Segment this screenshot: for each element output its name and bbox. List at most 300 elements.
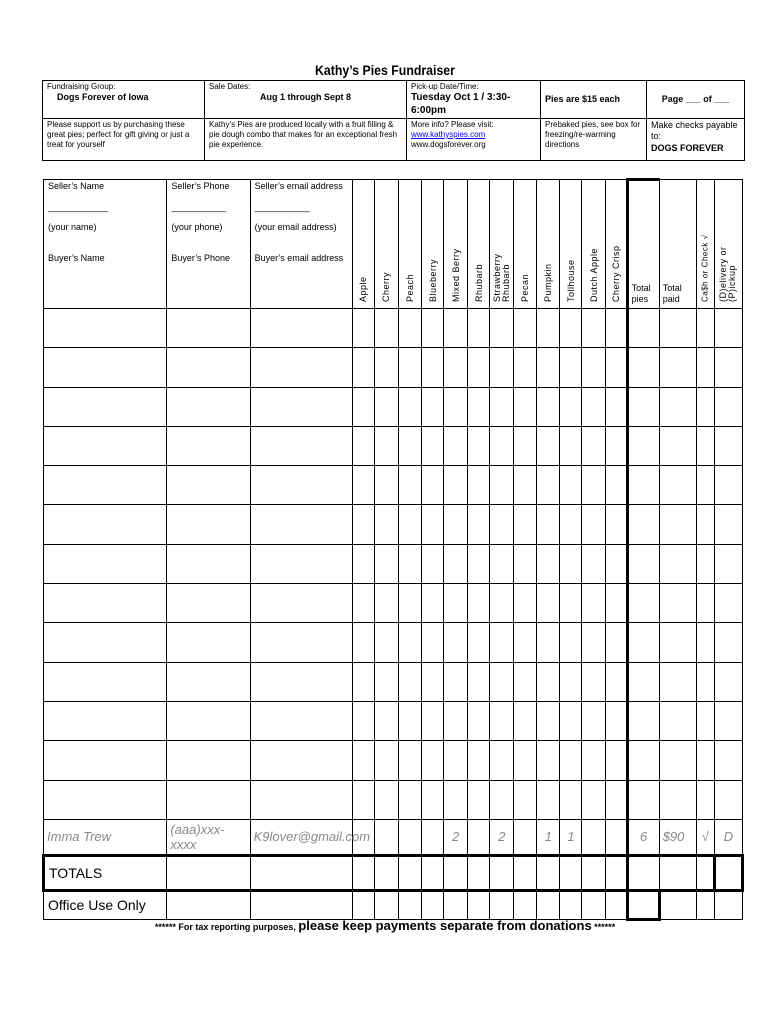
order-cell[interactable] <box>374 348 398 387</box>
order-cell[interactable] <box>398 780 421 819</box>
order-cell[interactable] <box>250 387 352 426</box>
order-cell[interactable] <box>537 348 560 387</box>
order-cell[interactable] <box>582 466 605 505</box>
order-cell[interactable] <box>696 584 714 623</box>
payment-header <box>696 180 714 309</box>
order-cell[interactable] <box>352 309 374 348</box>
totals-cell[interactable] <box>696 855 714 890</box>
office-cell <box>537 890 560 919</box>
order-cell[interactable] <box>422 623 444 662</box>
order-cell[interactable] <box>374 780 398 819</box>
order-cell[interactable] <box>444 584 468 623</box>
order-cell[interactable] <box>444 544 468 583</box>
order-cell[interactable] <box>44 309 167 348</box>
order-cell[interactable] <box>514 348 537 387</box>
order-cell[interactable] <box>714 348 742 387</box>
order-cell[interactable] <box>560 426 582 465</box>
order-cell[interactable] <box>659 544 696 583</box>
order-cell[interactable] <box>714 584 742 623</box>
order-cell[interactable] <box>659 780 696 819</box>
order-cell[interactable] <box>44 780 167 819</box>
cell-dutch-apple[interactable] <box>582 819 605 855</box>
order-cell[interactable] <box>422 780 444 819</box>
order-cell[interactable] <box>398 741 421 780</box>
order-cell[interactable] <box>514 426 537 465</box>
order-cell[interactable] <box>560 309 582 348</box>
order-cell[interactable] <box>582 662 605 701</box>
order-cell[interactable] <box>627 544 659 583</box>
order-cell[interactable] <box>582 741 605 780</box>
cell-pecan[interactable] <box>514 819 537 855</box>
order-cell[interactable] <box>167 505 250 544</box>
order-cell[interactable] <box>374 544 398 583</box>
order-cell[interactable] <box>659 426 696 465</box>
order-cell[interactable] <box>490 623 514 662</box>
order-cell[interactable] <box>605 623 627 662</box>
order-cell[interactable] <box>560 701 582 740</box>
totals-cell[interactable] <box>560 855 582 890</box>
order-cell[interactable] <box>560 348 582 387</box>
totals-cell[interactable] <box>537 855 560 890</box>
order-cell[interactable] <box>444 348 468 387</box>
example-buyer-email[interactable]: K9lover@gmail.com <box>250 819 352 855</box>
order-cell[interactable] <box>605 544 627 583</box>
order-cell[interactable] <box>444 741 468 780</box>
order-cell[interactable] <box>250 780 352 819</box>
order-cell[interactable] <box>374 466 398 505</box>
order-cell[interactable] <box>250 348 352 387</box>
order-cell[interactable] <box>582 584 605 623</box>
order-cell[interactable] <box>537 741 560 780</box>
order-cell[interactable] <box>582 780 605 819</box>
order-cell[interactable] <box>582 426 605 465</box>
totals-cell[interactable] <box>422 855 444 890</box>
order-cell[interactable] <box>714 426 742 465</box>
order-cell[interactable] <box>560 505 582 544</box>
cell-pumpkin[interactable]: 1 <box>537 819 560 855</box>
example-total-pies[interactable]: 6 <box>627 819 659 855</box>
order-cell[interactable] <box>398 505 421 544</box>
price-text: Pies are $15 each <box>545 93 621 104</box>
order-cell[interactable] <box>167 701 250 740</box>
order-cell[interactable] <box>627 662 659 701</box>
order-cell[interactable] <box>167 741 250 780</box>
order-cell[interactable] <box>605 426 627 465</box>
order-cell[interactable] <box>250 426 352 465</box>
order-cell[interactable] <box>659 623 696 662</box>
order-cell[interactable] <box>627 466 659 505</box>
delivery-header <box>714 180 742 309</box>
order-cell[interactable] <box>696 701 714 740</box>
order-cell[interactable] <box>714 623 742 662</box>
order-cell[interactable] <box>537 309 560 348</box>
order-cell[interactable] <box>659 505 696 544</box>
order-cell[interactable] <box>468 309 490 348</box>
order-cell[interactable] <box>490 348 514 387</box>
order-cell[interactable] <box>44 584 167 623</box>
order-cell[interactable] <box>537 623 560 662</box>
totals-cell[interactable] <box>468 855 490 890</box>
totals-cell[interactable] <box>659 855 696 890</box>
order-cell[interactable] <box>627 426 659 465</box>
order-cell[interactable] <box>714 544 742 583</box>
order-cell[interactable] <box>490 780 514 819</box>
order-cell[interactable] <box>422 741 444 780</box>
order-cell[interactable] <box>659 348 696 387</box>
price-cell <box>541 81 647 119</box>
example-buyer-phone[interactable]: (aaa)xxx-xxxx <box>167 819 250 855</box>
order-cell[interactable] <box>374 387 398 426</box>
order-cell[interactable] <box>398 309 421 348</box>
order-cell[interactable] <box>398 623 421 662</box>
order-cell[interactable] <box>167 387 250 426</box>
order-cell[interactable] <box>537 780 560 819</box>
order-cell[interactable] <box>422 584 444 623</box>
order-cell[interactable] <box>422 662 444 701</box>
order-cell[interactable] <box>44 544 167 583</box>
pie-label <box>493 253 511 302</box>
order-cell[interactable] <box>250 584 352 623</box>
order-cell[interactable] <box>582 348 605 387</box>
order-cell[interactable] <box>696 623 714 662</box>
order-cell[interactable] <box>659 662 696 701</box>
order-cell[interactable] <box>696 466 714 505</box>
order-cell[interactable] <box>250 309 352 348</box>
order-cell[interactable] <box>44 426 167 465</box>
order-cell[interactable] <box>167 780 250 819</box>
totals-cell[interactable] <box>250 855 352 890</box>
order-cell[interactable] <box>444 309 468 348</box>
order-cell[interactable] <box>560 741 582 780</box>
cell-cherry-crisp[interactable] <box>605 819 627 855</box>
order-cell[interactable] <box>714 662 742 701</box>
order-cell[interactable] <box>444 466 468 505</box>
order-cell[interactable] <box>714 505 742 544</box>
order-cell[interactable] <box>490 741 514 780</box>
order-cell[interactable] <box>250 662 352 701</box>
order-cell[interactable] <box>696 426 714 465</box>
cell-blueberry[interactable] <box>422 819 444 855</box>
order-cell[interactable] <box>352 584 374 623</box>
order-cell[interactable] <box>44 505 167 544</box>
order-cell[interactable] <box>627 741 659 780</box>
order-cell[interactable] <box>490 387 514 426</box>
order-cell[interactable] <box>352 426 374 465</box>
order-cell[interactable] <box>537 584 560 623</box>
order-cell[interactable] <box>514 584 537 623</box>
order-cell[interactable] <box>468 387 490 426</box>
order-cell[interactable] <box>537 544 560 583</box>
order-cell[interactable] <box>560 466 582 505</box>
order-cell[interactable] <box>422 348 444 387</box>
order-cell[interactable] <box>605 780 627 819</box>
order-cell[interactable] <box>659 584 696 623</box>
order-cell[interactable] <box>490 505 514 544</box>
order-cell[interactable] <box>605 662 627 701</box>
totals-cell[interactable] <box>490 855 514 890</box>
order-cell[interactable] <box>167 426 250 465</box>
order-cell[interactable] <box>659 387 696 426</box>
order-cell[interactable] <box>44 387 167 426</box>
order-cell[interactable] <box>537 387 560 426</box>
order-cell[interactable] <box>422 544 444 583</box>
order-cell[interactable] <box>167 466 250 505</box>
order-cell[interactable] <box>374 505 398 544</box>
totals-cell[interactable] <box>514 855 537 890</box>
fundraising-group-cell <box>43 81 205 119</box>
order-cell[interactable] <box>352 741 374 780</box>
order-cell[interactable] <box>398 544 421 583</box>
order-cell[interactable] <box>44 348 167 387</box>
seller-email-blank[interactable]: ___________ <box>254 202 310 212</box>
order-cell[interactable] <box>537 466 560 505</box>
order-cell[interactable] <box>582 387 605 426</box>
order-cell[interactable] <box>468 662 490 701</box>
order-cell[interactable] <box>514 505 537 544</box>
order-cell[interactable] <box>398 584 421 623</box>
order-cell[interactable] <box>582 623 605 662</box>
order-cell[interactable] <box>696 662 714 701</box>
totals-cell[interactable] <box>374 855 398 890</box>
order-cell[interactable] <box>696 348 714 387</box>
order-cell[interactable] <box>714 741 742 780</box>
order-cell[interactable] <box>444 662 468 701</box>
order-cell[interactable] <box>537 662 560 701</box>
order-cell[interactable] <box>374 701 398 740</box>
order-cell[interactable] <box>514 466 537 505</box>
order-row <box>44 623 743 662</box>
order-cell[interactable] <box>352 348 374 387</box>
totals-cell[interactable] <box>627 855 659 890</box>
order-cell[interactable] <box>514 623 537 662</box>
order-cell[interactable] <box>352 701 374 740</box>
order-cell[interactable] <box>696 309 714 348</box>
blank-rows <box>44 309 743 820</box>
order-cell[interactable] <box>44 466 167 505</box>
order-cell[interactable] <box>605 505 627 544</box>
order-cell[interactable] <box>696 741 714 780</box>
order-cell[interactable] <box>468 623 490 662</box>
example-buyer-name[interactable]: Imma Trew <box>44 819 167 855</box>
order-cell[interactable] <box>422 505 444 544</box>
order-cell[interactable] <box>514 741 537 780</box>
order-cell[interactable] <box>490 701 514 740</box>
order-cell[interactable] <box>374 741 398 780</box>
order-cell[interactable] <box>714 387 742 426</box>
order-cell[interactable] <box>44 662 167 701</box>
order-cell[interactable] <box>250 505 352 544</box>
order-cell[interactable] <box>627 780 659 819</box>
order-cell[interactable] <box>44 741 167 780</box>
seller-phone-blank[interactable]: ___________ <box>171 202 227 212</box>
order-cell[interactable] <box>605 309 627 348</box>
order-cell[interactable] <box>167 623 250 662</box>
order-cell[interactable] <box>514 309 537 348</box>
cell-rhubarb[interactable] <box>468 819 490 855</box>
order-cell[interactable] <box>560 780 582 819</box>
order-cell[interactable] <box>167 544 250 583</box>
totals-cell[interactable] <box>714 855 742 890</box>
order-cell[interactable] <box>468 505 490 544</box>
order-cell[interactable] <box>374 309 398 348</box>
order-cell[interactable] <box>514 662 537 701</box>
order-cell[interactable] <box>398 426 421 465</box>
order-cell[interactable] <box>250 741 352 780</box>
order-cell[interactable] <box>627 505 659 544</box>
order-cell[interactable] <box>468 701 490 740</box>
example-payment[interactable]: √ <box>696 819 714 855</box>
order-cell[interactable] <box>605 466 627 505</box>
order-cell[interactable] <box>250 701 352 740</box>
order-cell[interactable] <box>490 544 514 583</box>
pie-label: Cherry Crisp <box>610 245 621 302</box>
order-cell[interactable] <box>422 466 444 505</box>
order-cell[interactable] <box>627 584 659 623</box>
order-cell[interactable] <box>250 544 352 583</box>
order-cell[interactable] <box>537 701 560 740</box>
order-cell[interactable] <box>560 584 582 623</box>
pie-header-pumpkin <box>537 180 560 309</box>
order-cell[interactable] <box>605 741 627 780</box>
cell-peach[interactable] <box>398 819 421 855</box>
order-cell[interactable] <box>582 701 605 740</box>
order-cell[interactable] <box>560 623 582 662</box>
order-cell[interactable] <box>352 505 374 544</box>
order-cell[interactable] <box>537 505 560 544</box>
order-cell[interactable] <box>714 780 742 819</box>
order-cell[interactable] <box>374 426 398 465</box>
totals-cell[interactable] <box>605 855 627 890</box>
order-cell[interactable] <box>374 584 398 623</box>
cell-tollhouse[interactable]: 1 <box>560 819 582 855</box>
order-cell[interactable] <box>560 544 582 583</box>
order-cell[interactable] <box>537 426 560 465</box>
order-cell[interactable] <box>374 662 398 701</box>
order-cell[interactable] <box>627 701 659 740</box>
order-cell[interactable] <box>582 309 605 348</box>
order-cell[interactable] <box>714 701 742 740</box>
order-cell[interactable] <box>422 387 444 426</box>
order-cell[interactable] <box>514 387 537 426</box>
totals-cell[interactable] <box>582 855 605 890</box>
order-cell[interactable] <box>468 348 490 387</box>
seller-name-blank[interactable]: ____________ <box>48 202 109 212</box>
order-cell[interactable] <box>250 466 352 505</box>
order-cell[interactable] <box>167 662 250 701</box>
order-cell[interactable] <box>659 741 696 780</box>
order-cell[interactable] <box>468 741 490 780</box>
order-cell[interactable] <box>398 701 421 740</box>
order-cell[interactable] <box>490 662 514 701</box>
order-cell[interactable] <box>627 623 659 662</box>
order-cell[interactable] <box>582 505 605 544</box>
order-cell[interactable] <box>250 623 352 662</box>
order-cell[interactable] <box>167 309 250 348</box>
order-cell[interactable] <box>44 701 167 740</box>
totals-cell[interactable] <box>352 855 374 890</box>
order-cell[interactable] <box>374 623 398 662</box>
order-cell[interactable] <box>696 780 714 819</box>
cell-mixed-berry[interactable]: 2 <box>444 819 468 855</box>
totals-cell[interactable] <box>444 855 468 890</box>
order-cell[interactable] <box>659 701 696 740</box>
cell-cherry[interactable] <box>374 819 398 855</box>
order-cell[interactable] <box>627 309 659 348</box>
example-total-paid[interactable]: $90 <box>659 819 696 855</box>
order-cell[interactable] <box>605 701 627 740</box>
order-cell[interactable] <box>696 387 714 426</box>
order-cell[interactable] <box>44 623 167 662</box>
dogsforever-link[interactable]: www.dogsforever.org <box>411 140 486 149</box>
order-cell[interactable] <box>468 780 490 819</box>
order-cell[interactable] <box>444 387 468 426</box>
order-cell[interactable] <box>490 426 514 465</box>
order-cell[interactable] <box>627 348 659 387</box>
order-cell[interactable] <box>167 584 250 623</box>
order-cell[interactable] <box>714 466 742 505</box>
totals-cell[interactable] <box>167 855 250 890</box>
order-cell[interactable] <box>605 387 627 426</box>
order-cell[interactable] <box>659 466 696 505</box>
order-cell[interactable] <box>468 426 490 465</box>
order-cell[interactable] <box>422 309 444 348</box>
order-cell[interactable] <box>352 662 374 701</box>
order-cell[interactable] <box>422 426 444 465</box>
order-cell[interactable] <box>398 466 421 505</box>
order-cell[interactable] <box>444 623 468 662</box>
order-cell[interactable] <box>422 701 444 740</box>
order-cell[interactable] <box>560 662 582 701</box>
order-cell[interactable] <box>627 387 659 426</box>
order-cell[interactable] <box>514 780 537 819</box>
order-cell[interactable] <box>490 309 514 348</box>
order-cell[interactable] <box>490 466 514 505</box>
order-cell[interactable] <box>514 544 537 583</box>
totals-cell[interactable] <box>398 855 421 890</box>
order-cell[interactable] <box>490 584 514 623</box>
order-cell[interactable] <box>352 623 374 662</box>
order-cell[interactable] <box>398 348 421 387</box>
office-cell <box>422 890 444 919</box>
order-cell[interactable] <box>352 387 374 426</box>
order-cell[interactable] <box>560 387 582 426</box>
order-cell[interactable] <box>605 584 627 623</box>
order-cell[interactable] <box>468 466 490 505</box>
order-cell[interactable] <box>398 662 421 701</box>
order-cell[interactable] <box>352 466 374 505</box>
order-cell[interactable] <box>514 701 537 740</box>
order-cell[interactable] <box>444 780 468 819</box>
order-cell[interactable] <box>352 544 374 583</box>
order-cell[interactable] <box>696 544 714 583</box>
order-cell[interactable] <box>582 544 605 583</box>
example-delivery[interactable]: D <box>714 819 742 855</box>
order-cell[interactable] <box>468 584 490 623</box>
order-cell[interactable] <box>696 505 714 544</box>
cell-strawberry-rhubarb[interactable]: 2 <box>490 819 514 855</box>
order-cell[interactable] <box>352 780 374 819</box>
order-cell[interactable] <box>444 701 468 740</box>
order-cell[interactable] <box>468 544 490 583</box>
order-cell[interactable] <box>444 505 468 544</box>
order-cell[interactable] <box>398 387 421 426</box>
order-cell[interactable] <box>605 348 627 387</box>
order-cell[interactable] <box>659 309 696 348</box>
order-cell[interactable] <box>444 426 468 465</box>
kathyspies-link[interactable]: www.kathyspies.com <box>411 130 486 139</box>
order-cell[interactable] <box>714 309 742 348</box>
order-cell[interactable] <box>167 348 250 387</box>
